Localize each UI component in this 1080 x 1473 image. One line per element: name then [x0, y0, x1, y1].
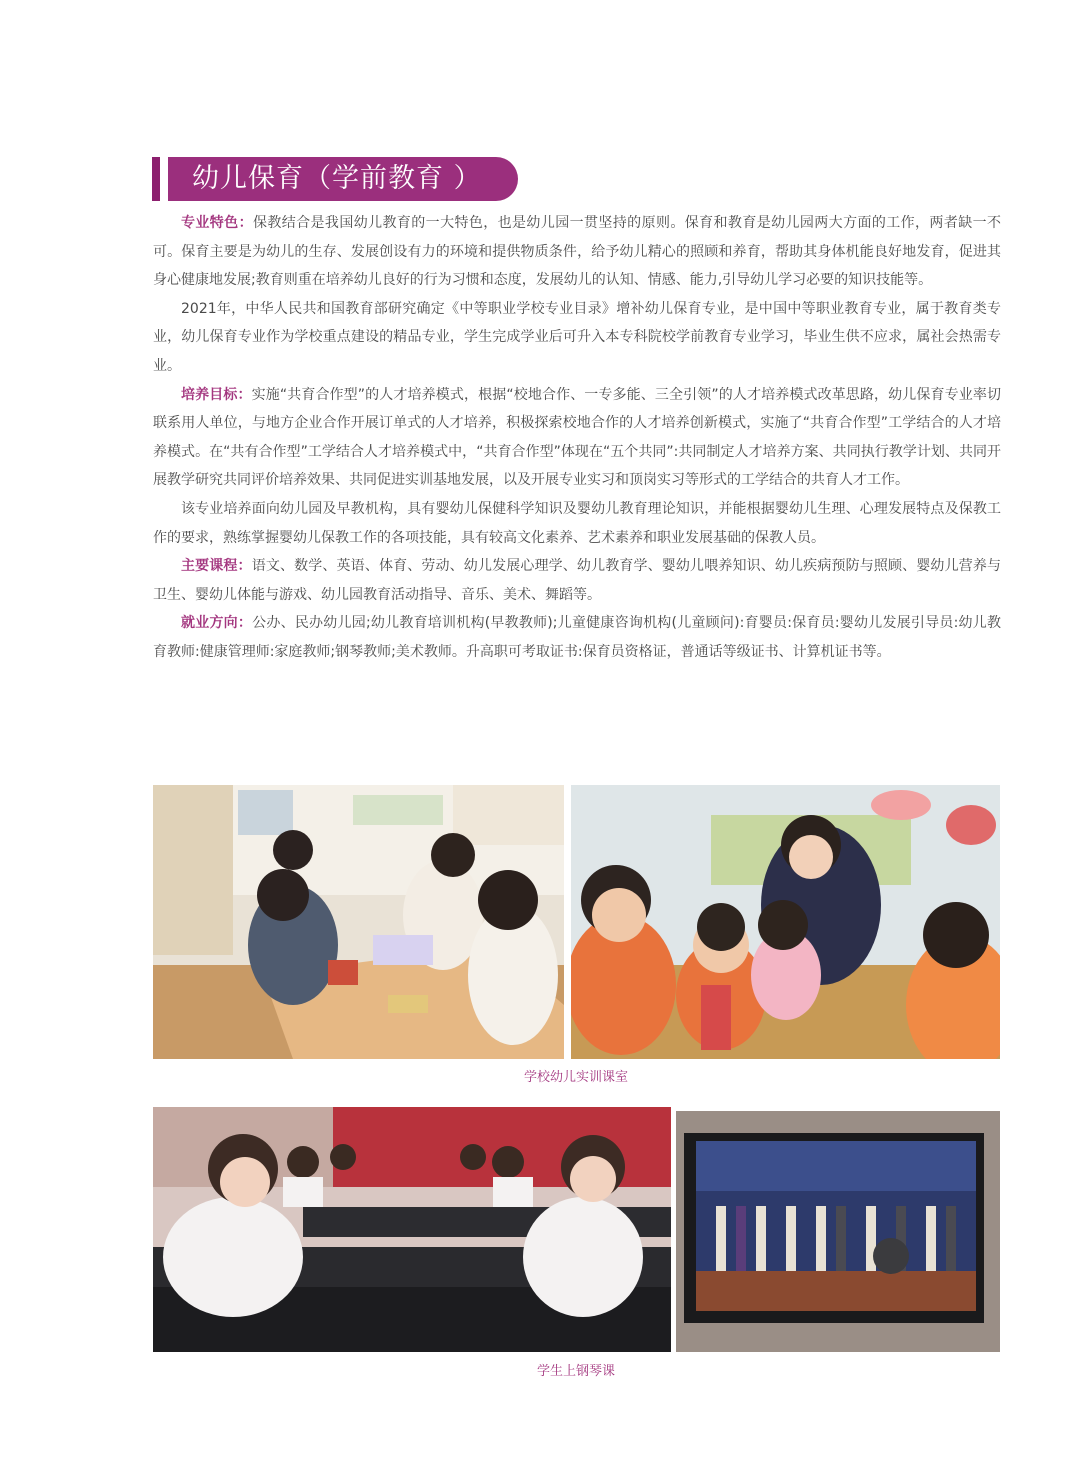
paragraph-label: 就业方向：	[181, 615, 253, 632]
paragraph-text: 2021年，中华人民共和国教育部研究确定《中等职业学校专业目录》增补幼儿保育专业，是中国中等职业教育专业，属于教育类专业，幼儿保育专业作为学校重点建设的精品专业，学生完成学业后可升入本专科院校学前教育专业学习，毕业生供不应求，属社会热需专业。	[153, 300, 1001, 374]
photo-training-room	[153, 785, 564, 1059]
paragraph-history	[153, 295, 1001, 381]
photo-piano-class	[153, 1107, 671, 1352]
paragraph-text: 公办、民办幼儿园;幼儿教育培训机构(早教教师);儿童健康咨询机构(儿童顾问):育婴员:保育员:婴幼儿发展引导员:幼儿教育教师:健康管理师:家庭教师;钢琴教师;美术教师。升高职可考取证书:保育员资格证，普通话等级证书、计算机证书等。	[153, 615, 1001, 660]
caption-classroom: 学校幼儿实训课室	[523, 1070, 628, 1085]
section-title: 幼儿保育（学前教育 ）	[168, 157, 518, 201]
paragraph-label: 专业特色：	[181, 215, 253, 231]
paragraph-text: 该专业培养面向幼儿园及早教机构，具有婴幼儿保健科学知识及婴幼儿教育理论知识，并能根据婴幼儿生理、心理发展特点及保教工作的要求，熟练掌握婴幼儿保教工作的各项技能，具有较高文化素养、艺术素养和职业发展基础的保教人员。	[153, 500, 1001, 546]
photo-children-craft	[571, 785, 1000, 1059]
paragraph-careers	[153, 609, 1001, 666]
paragraph-goal	[153, 381, 1001, 495]
paragraph-text: 实施“共育合作型”的人才培养模式，根据“校地合作、一专多能、三全引领”的人才培养模式改革思路，幼儿保育专业率切联系用人单位，与地方企业合作开展订单式的人才培养，积极探索校地合作的人才培养创新模式，实施了“共育合作型”工学结合的人才培养模式。在“共有合作型”工学结合人才培养模式中，“共育合作型”体现在“五个共同”:共同制定人才培养方案、共同执行教学计划、共同开展教学研究共同评价培养效果、共同促进实训基地发展，以及开展专业实习和顶岗实习等形式的工学结合的共育人才工作。	[153, 386, 1001, 489]
paragraph-target	[153, 495, 1001, 552]
caption-piano: 学生上钢琴课	[536, 1364, 615, 1379]
paragraph-feature	[153, 209, 1001, 295]
paragraph-label: 主要课程：	[181, 558, 252, 575]
paragraph-text: 保教结合是我国幼儿教育的一大特色，也是幼儿园一贯坚持的原则。保育和教育是幼儿园两大方面的工作，两者缺一不可。保育主要是为幼儿的生存、发展创设有力的环境和提供物质条件，给予幼儿精心的照顾和养育，帮助其身体机能良好地发育，促进其身心健康地发展;教育则重在培养幼儿良好的行为习惯和态度，发展幼儿的认知、情感、能力,引导幼儿学习必要的知识技能等。	[153, 215, 1002, 289]
photo-performance-screen	[676, 1111, 1000, 1352]
body-text	[153, 209, 1001, 667]
title-accent-bar	[152, 157, 160, 201]
paragraph-courses	[153, 552, 1001, 609]
paragraph-label: 培养目标：	[181, 386, 252, 403]
paragraph-text: 语文、数学、英语、体育、劳动、幼儿发展心理学、幼儿教育学、婴幼儿喂养知识、幼儿疾病预防与照顾、婴幼儿营养与卫生、婴幼儿体能与游戏、幼儿园教育活动指导、音乐、美术、舞蹈等。	[153, 558, 1001, 603]
